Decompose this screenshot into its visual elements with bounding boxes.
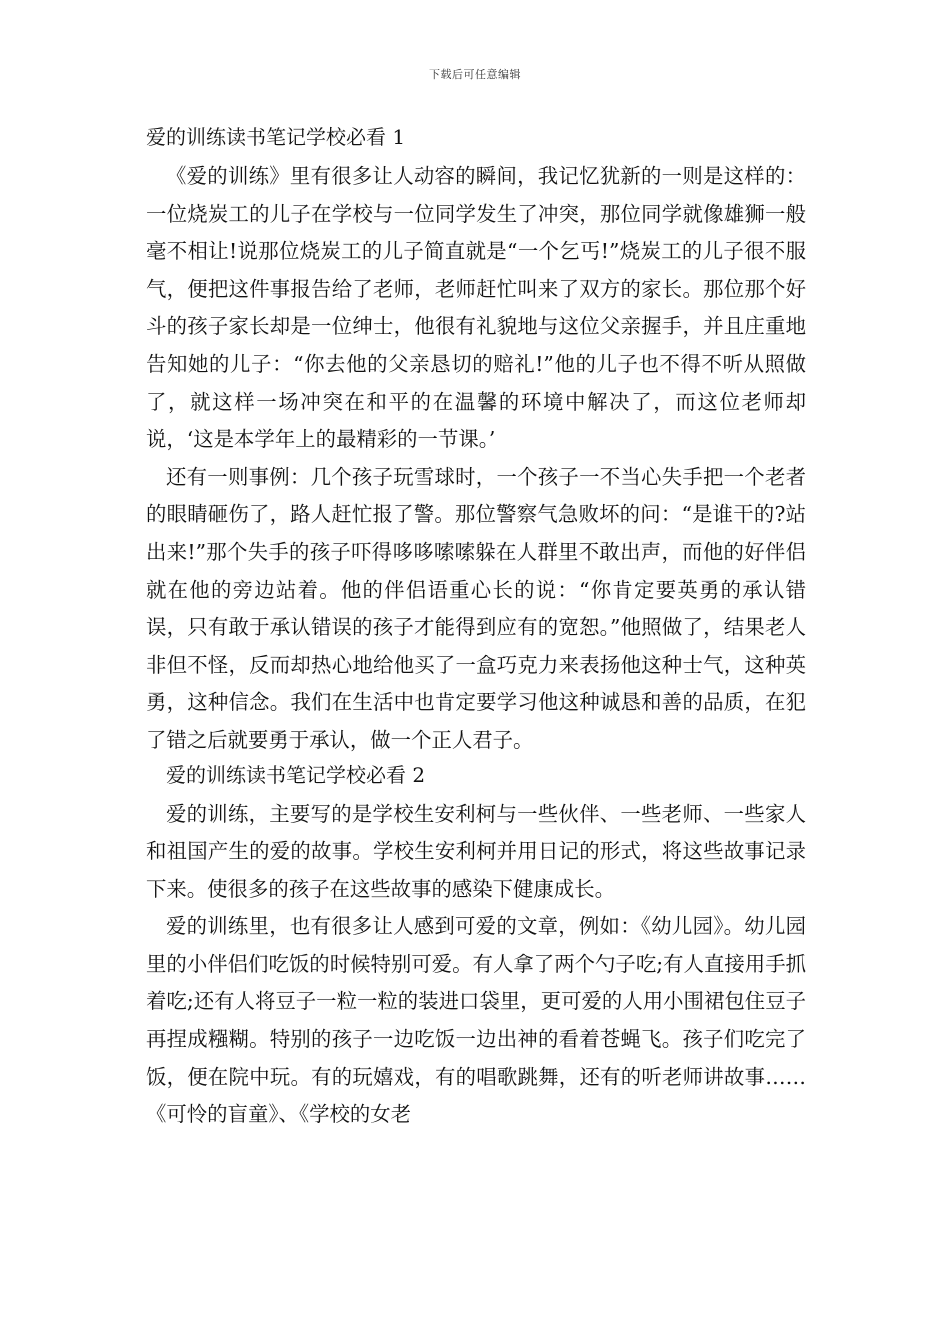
paragraph: 爱的训练，主要写的是学校生安利柯与一些伙伴、一些老师、一些家人和祖国产生的爱的故事。学校生安利柯并用日记的形式，将这些故事记录下来。使很多的孩子在这些故事的感染下健康成长。: [146, 801, 806, 901]
section-title-1: 爱的训练读书笔记学校必看 1: [146, 125, 406, 149]
paragraph: 《爱的训练》里有很多让人动容的瞬间，我记忆犹新的一则是这样的：一位烧炭工的儿子在学校与一位同学发生了冲突，那位同学就像雄狮一般毫不相让!说那位烧炭工的儿子简直就是“一个乞丐!”烧炭工的儿子很不服气，便把这件事报告给了老师，老师赶忙叫来了双方的家长。那位那个好斗的孩子家长却是一位绅士，他很有礼貌地与这位父亲握手，并且庄重地告知她的儿子：“你去他的父亲恳切的赔礼!”他的儿子也不得不听从照做了，就这样一场冲突在和平的在温馨的环境中解决了，而这位老师却说，‘这是本学年上的最精彩的一节课。’: [146, 164, 806, 452]
paragraph: 爱的训练里，也有很多让人感到可爱的文章，例如：《幼儿园》。幼儿园里的小伴侣们吃饭的时候特别可爱。有人拿了两个勺子吃;有人直接用手抓着吃;还有人将豆子一粒一粒的装进口袋里，更可爱的人用小围裙包住豆子再捏成糨糊。特别的孩子一边吃饭一边出神的看着苍蝇飞。孩子们吃完了饭，便在院中玩。有的玩嬉戏，有的唱歌跳舞，还有的听老师讲故事……《可怜的盲童》、《学校的女老: [146, 914, 806, 1127]
section-title-2: 爱的训练读书笔记学校必看 2: [166, 762, 426, 787]
paragraph: 还有一则事例：几个孩子玩雪球时，一个孩子一不当心失手把一个老者的眼睛砸伤了，路人赶忙报了警。那位警察气急败坏的问：“是谁干的?站出来!”那个失手的孩子吓得哆哆嗦嗦躲在人群里不敢出声，而他的好伴侣就在他的旁边站着。他的伴侣语重心长的说：“你肯定要英勇的承认错误，只有敢于承认错误的孩子才能得到应有的宽恕。”他照做了，结果老人非但不怪，反而却热心地给他买了一盒巧克力来表扬他这种士气，这种英勇，这种信念。我们在生活中也肯定要学习他这种诚恳和善的品质，在犯了错之后就要勇于承认，做一个正人君子。: [146, 464, 806, 752]
header-note: 下载后可任意编辑: [429, 68, 521, 81]
document-body: [146, 122, 806, 1134]
